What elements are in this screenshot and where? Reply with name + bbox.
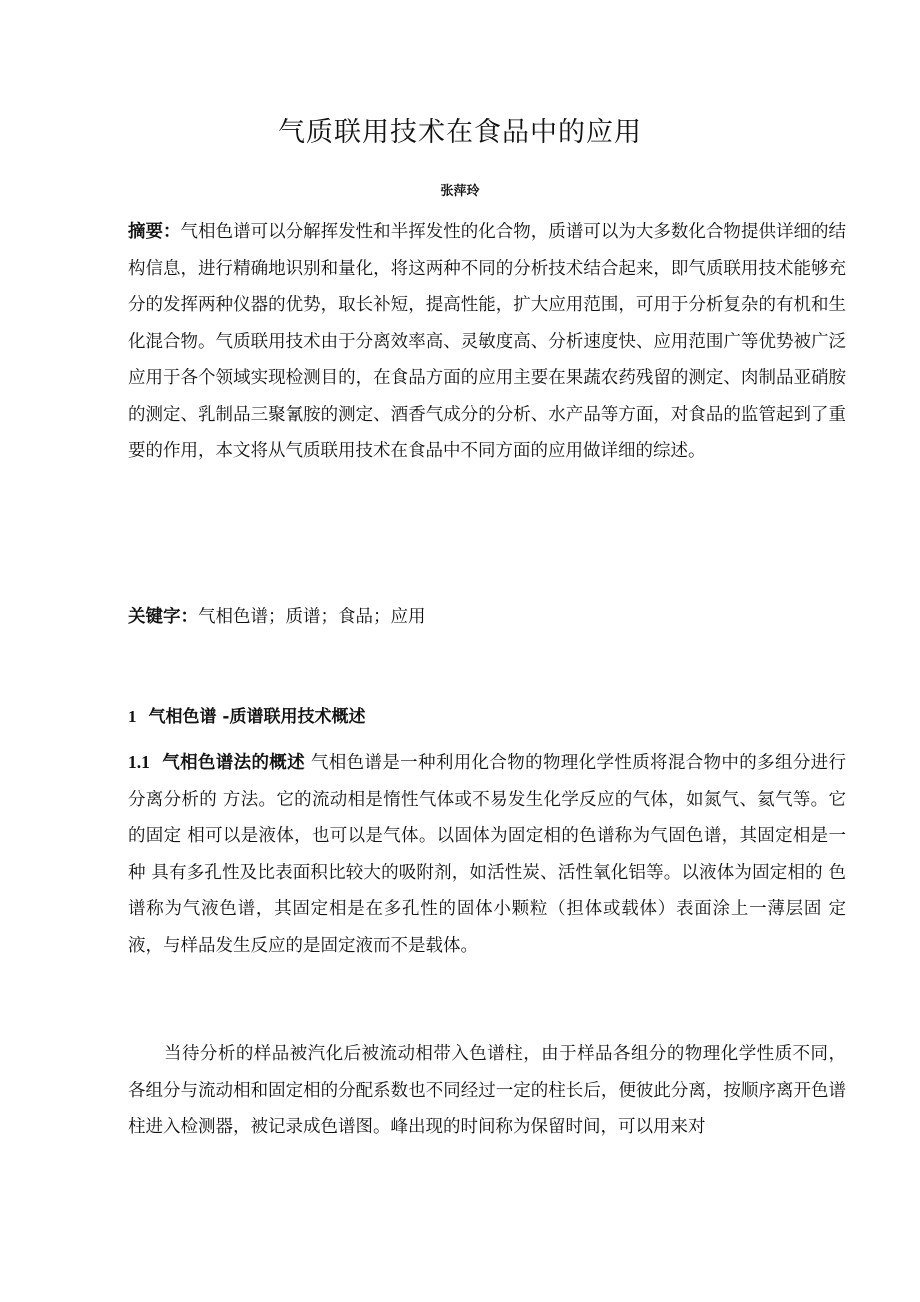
keywords-label: 关键字： [128,607,198,627]
section-1-heading [128,699,365,735]
abstract-text: 气相色谱可以分解挥发性和半挥发性的化合物，质谱可以为大多数化合物提供详细的结构信息，进行精确地识别和量化，将这两种不同的分析技术结合起来，即气质联用技术能够充分的发挥两种仪器的优势，取长补短，提高性能，扩大应用范围，可用于分析复杂的有机和生化混合物。气质联用技术由于分离效率高、灵敏度高、分析速度快、应用范围广等优势被广泛应用于各个领域实现检测目的，在食品方面的应用主要在果蔬农药残留的测定、肉制品亚硝胺的测定、乳制品三聚氰胺的测定、酒香气成分的分析、水产品等方面，对食品的监管起到了重要的作用，本文将从气质联用技术在食品中不同方面的应用做详细的综述。 [128,222,847,461]
section-1-1-paragraph [128,744,846,964]
body-paragraph: 当待分析的样品被汽化后被流动相带入色谱柱，由于样品各组分的物理化学性质不同，各组分与流动相和固定相的分配系数也不同经过一定的柱长后，便彼此分离，按顺序离开色谱柱进入检测器，被记录成色谱图。峰出现的时间称为保留时间，可以用来对 [128,1044,846,1137]
section-1-number: 1 [128,707,137,726]
abstract-paragraph [128,214,846,470]
section-1-title: 气相色谱 -质谱联用技术概述 [148,707,366,727]
author-name: 张萍玲 [440,184,480,199]
abstract-label: 摘要： [128,222,181,242]
section-1-1-text: 气相色谱是一种利用化合物的物理化学性质将混合物中的多组分进行分离分析的 方法。它的流动相是惰性气体或不易发生化学反应的气体，如氮气、氦气等。它的固定 相可以是液体，也可以是气体。以固体为固定相的色谱称为气固色谱，其固定相是一种 具有多孔性及比表面积比较大的吸附剂，如活性炭、活性氧化铝等。以液体为固定相的 色谱称为气液色谱，其固定相是在多孔性的固体小颗粒（担体或载体）表面涂上一薄层固 定液，与样品发生反应的是固定液而不是载体。 [128,753,847,956]
section-1-1-number: 1.1 [128,752,150,772]
keywords-text: 气相色谱；质谱；食品；应用 [198,607,426,627]
keywords-line [128,599,846,636]
section-1-1-title: 气相色谱法的概述 [161,753,306,773]
page-title: 气质联用技术在食品中的应用 [278,117,642,148]
